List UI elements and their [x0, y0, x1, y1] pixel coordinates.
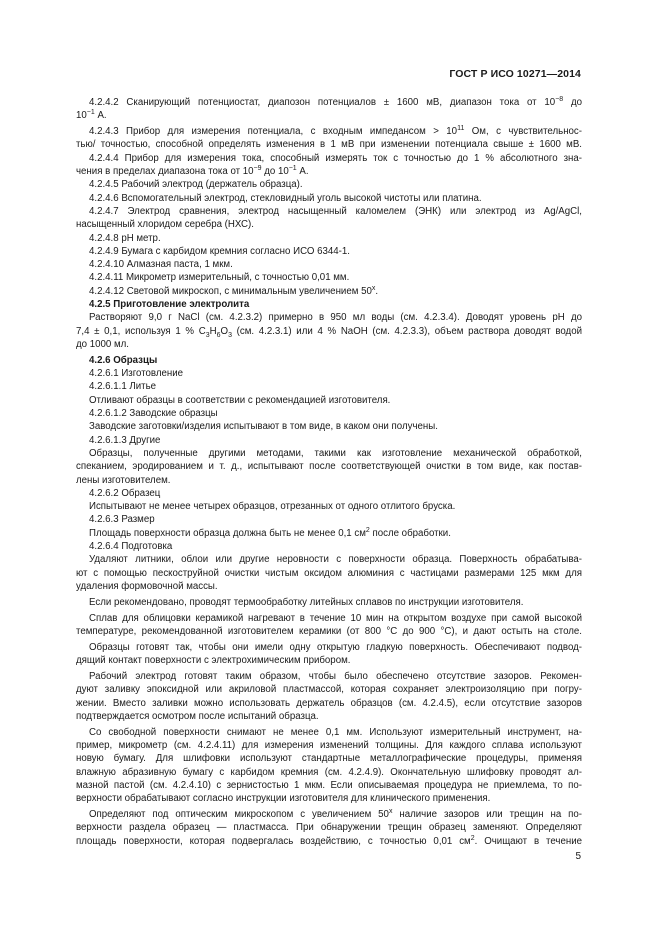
- text-line: [76, 420, 582, 433]
- superscript: −1: [288, 164, 297, 172]
- line-text: верхности обрабатывают согласно инструкции изготовителя для клинического применения.: [76, 793, 491, 805]
- line-text: лены изготовителем.: [76, 474, 171, 486]
- line-text: мазной пастой (см. 4.2.4.10) с зернистостью 1 мкм. Если описываемая процедура не приемлема, то по-: [76, 780, 582, 791]
- text-line: [76, 380, 582, 393]
- text-line: [76, 192, 582, 205]
- line-text: после обработки.: [369, 527, 451, 539]
- line-text: 4.2.5 Приготовление электролита: [89, 299, 250, 311]
- line-text: 4.2.4.2 Сканирующий потенциостат, диапозон потенциалов ± 1600 мВ, диапазон тока от 10: [89, 97, 556, 108]
- text-line: [76, 500, 582, 513]
- line-text: 7,4 ± 0,1, используя 1 % C: [76, 325, 206, 337]
- line-text: Образцы готовят так, чтобы они имели одну открытую гладкую поверхность. Обеспечивают подвод-: [89, 641, 582, 653]
- text-line: [76, 625, 582, 638]
- line-text: 4.2.4.10 Алмазная паста, 1 мкм.: [89, 259, 233, 271]
- document-body: [76, 96, 582, 848]
- text-line: [76, 739, 582, 752]
- standard-header: ГОСТ Р ИСО 10271—2014: [449, 68, 581, 80]
- line-text: 4.2.6 Образцы: [89, 354, 158, 366]
- line-text: подтверждается осмотром после испытаний образца.: [76, 710, 319, 722]
- line-text: верхности раздела образец — пластмасса. При обнаружении трещин образец заменяют. Определяют: [76, 822, 582, 834]
- text-line: [76, 165, 582, 178]
- line-text: 4.2.6.1.3 Другие: [89, 434, 161, 446]
- line-text: 4.2.4.7 Электрод сравнения, электрод насыщенный каломелем (ЭНК) или электрод из Ag/AgCl,: [89, 205, 582, 217]
- line-text: Ом, с чувствительнос-: [464, 126, 582, 138]
- text-line: [76, 407, 582, 420]
- line-text: 4.2.6.1.1 Литье: [89, 381, 157, 393]
- text-line: [76, 285, 582, 298]
- text-line: [76, 178, 582, 191]
- line-text: 4.2.4.5 Рабочий электрод (держатель образца).: [89, 179, 303, 191]
- line-text: тью/ точностью, способной определять изменения в 1 мВ при изменении потенциала свыше ± 1600 мВ.: [76, 139, 582, 151]
- line-text: Растворяют 9,0 г NaCl (см. 4.2.3.2) примерно в 950 мл воды (см. 4.2.3.4). Доводят уровень рН до: [89, 312, 582, 324]
- subscript: 3: [205, 331, 210, 339]
- line-text: А.: [296, 166, 309, 178]
- superscript: −9: [253, 164, 262, 172]
- text-line: [76, 752, 582, 765]
- line-text: пример, микрометр (см. 4.2.4.11) для измерения изменений толщины. Для каждого сплава используют: [76, 740, 582, 752]
- text-line: [76, 394, 582, 407]
- text-line: [76, 218, 582, 231]
- text-line: [76, 513, 582, 526]
- line-text: до 1000 мл.: [76, 338, 129, 350]
- line-text: наличие зазоров или трещин на по-: [392, 809, 582, 821]
- line-text: насыщенный хлоридом серебра (НХС).: [76, 219, 254, 231]
- line-text: .: [375, 285, 379, 297]
- text-line: [76, 460, 582, 473]
- line-text: 10: [76, 110, 87, 122]
- line-text: чения в пределах диапазона тока от 10: [76, 166, 254, 178]
- text-line: [76, 553, 582, 566]
- page-number: 5: [575, 851, 581, 862]
- line-text: ют с помощью пескоструйной очистки чистым оксидом алюминия с частицами размерами 125 мкм для: [76, 567, 582, 579]
- line-text: 4.2.6.1.2 Заводские образцы: [89, 408, 218, 420]
- text-line: [76, 447, 582, 460]
- line-text: спеканием, эродированием и т. д., испытывают после соответствующей очистки в том виде, как постав-: [76, 461, 582, 473]
- text-line: [76, 683, 582, 696]
- line-text: 4.2.4.12 Световой микроскоп, с минимальным увеличением 50: [89, 285, 372, 297]
- text-line: [76, 612, 582, 625]
- text-line: [76, 96, 582, 109]
- text-line: [76, 792, 582, 805]
- line-text: 4.2.4.9 Бумага с карбидом кремния согласно ИСО 6344-1.: [89, 245, 350, 257]
- line-text: O: [220, 325, 229, 337]
- line-text: 4.2.4.4 Прибор для измерения тока, способный измерять ток с точностью до 1 % абсолютного зна-: [89, 152, 582, 164]
- text-line: [76, 710, 582, 723]
- section-heading: [76, 354, 582, 367]
- line-text: новую бумагу. Для шлифовки используют стандартные металлографические процедуры, применяя: [76, 753, 582, 765]
- line-text: площадь поверхности, которая подвергалась воздействию, с точностью 0,01 см: [76, 835, 471, 847]
- text-line: [76, 527, 582, 540]
- line-text: удаления формовочной массы.: [76, 580, 218, 592]
- text-line: [76, 580, 582, 593]
- text-line: [76, 487, 582, 500]
- line-text: Если рекомендовано, проводят термообработку литейных сплавов по инструкции изготовителя.: [89, 596, 524, 608]
- line-text: влажную абразивную бумагу с карбидом кремния (см. 4.2.4.9). Окончательную шлифовку проводят ал-: [76, 766, 582, 778]
- superscript: x: [371, 284, 376, 292]
- line-text: до: [563, 97, 583, 108]
- line-text: 4.2.6.2 Образец: [89, 487, 161, 499]
- text-line: [76, 271, 582, 284]
- text-line: [76, 152, 582, 165]
- text-line: [76, 232, 582, 245]
- text-line: [76, 641, 582, 654]
- line-text: 4.2.4.11 Микрометр измерительный, с точностью 0,01 мм.: [89, 272, 350, 284]
- text-line: [76, 434, 582, 447]
- line-text: Испытывают не менее четырех образцов, отрезанных от одного отлитого бруска.: [89, 501, 456, 513]
- text-line: [76, 821, 582, 834]
- superscript: −8: [555, 95, 564, 103]
- line-text: до 10: [261, 166, 289, 178]
- text-line: [76, 540, 582, 553]
- text-line: [76, 338, 582, 351]
- superscript: 2: [470, 834, 475, 842]
- line-text: 4.2.6.3 Размер: [89, 514, 155, 526]
- line-text: температуре, рекомендованной изготовителем керамики (от 800 °С до 900 °С), и дают остыть на столе.: [76, 625, 582, 637]
- text-line: [76, 697, 582, 710]
- text-line: [76, 245, 582, 258]
- superscript: x: [388, 807, 393, 815]
- text-line: [76, 766, 582, 779]
- subscript: 6: [216, 331, 221, 339]
- line-text: 4.2.4.8 рН метр.: [89, 232, 161, 244]
- text-line: [76, 808, 582, 821]
- text-line: [76, 258, 582, 271]
- text-line: [76, 567, 582, 580]
- line-text: Рабочий электрод готовят таким образом, чтобы было обеспечено отсутствие зазоров. Рекомен-: [89, 671, 582, 683]
- text-line: [76, 654, 582, 667]
- section-heading: [76, 298, 582, 311]
- text-line: [76, 726, 582, 739]
- line-text: 4.2.4.3 Прибор для измерения потенциала, с входным импедансом > 10: [89, 126, 458, 138]
- text-line: [76, 367, 582, 380]
- line-text: Отливают образцы в соответствии с рекомендацией изготовителя.: [89, 394, 391, 406]
- line-text: Со свободной поверхности снимают не менее 0,1 мм. Используют измерительный инструмент, на-: [89, 726, 582, 738]
- text-line: [76, 138, 582, 151]
- line-text: H: [209, 325, 217, 337]
- line-text: Площадь поверхности образца должна быть не менее 0,1 см: [89, 527, 366, 539]
- text-line: [76, 125, 582, 138]
- text-line: [76, 109, 582, 122]
- line-text: . Очищают в течение: [474, 835, 582, 847]
- line-text: Определяют под оптическим микроскопом с увеличением 50: [89, 809, 389, 821]
- line-text: 4.2.6.4 Подготовка: [89, 540, 173, 552]
- line-text: (см. 4.2.3.1) или 4 % NaOH (см. 4.2.3.3), объем раствора доводят водой: [231, 325, 583, 337]
- superscript: −1: [86, 109, 95, 117]
- line-text: дящий контакт поверхности с электрохимическим прибором.: [76, 655, 351, 667]
- text-line: [76, 205, 582, 218]
- text-line: [76, 325, 582, 338]
- text-line: [76, 474, 582, 487]
- line-text: 4.2.4.6 Вспомогательный электрод, стекловидный уголь высокой чистоты или платина.: [89, 192, 482, 204]
- line-text: А.: [94, 110, 107, 122]
- text-line: [76, 596, 582, 609]
- line-text: Сплав для облицовки керамикой нагревают в течение 10 мин на открытом воздухе при самой высокой: [89, 612, 582, 624]
- line-text: жении. Вместо заливки можно использовать держатель образцов (см. 4.2.4.5), если отсутствие зазоров: [76, 697, 582, 709]
- line-text: дуют заливку эпоксидной или акриловой пластмассой, которая сохраняет электроизоляцию при погру-: [76, 684, 582, 696]
- text-line: [76, 670, 582, 683]
- superscript: 2: [365, 526, 370, 534]
- line-text: Удаляют литники, облои или другие неровности с поверхности образца. Поверхность обрабатыва-: [89, 554, 582, 566]
- line-text: 4.2.6.1 Изготовление: [89, 368, 184, 380]
- line-text: Заводские заготовки/изделия испытывают в том виде, в каком они получены.: [89, 421, 438, 433]
- text-line: [76, 311, 582, 324]
- text-line: [76, 779, 582, 792]
- subscript: 3: [228, 331, 232, 339]
- text-line: [76, 835, 582, 848]
- line-text: Образцы, полученные другими методами, такими как изготовление механической обработкой,: [89, 447, 582, 459]
- superscript: 11: [457, 124, 465, 132]
